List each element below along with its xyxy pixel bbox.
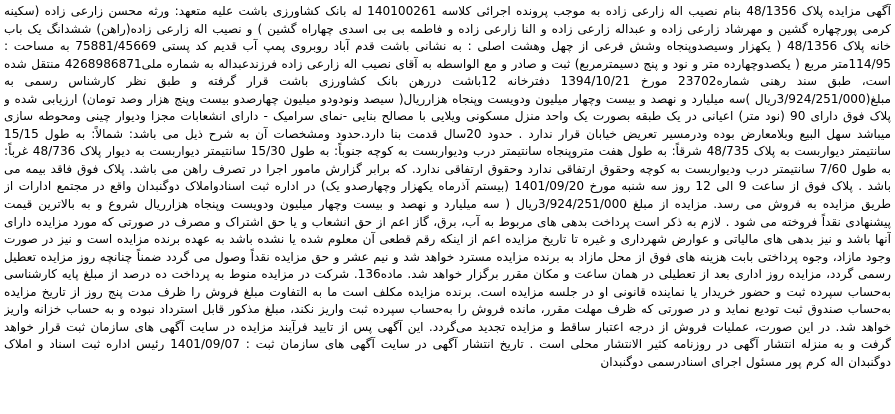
auction-notice-text: آگهی مزایده پلاک 48/1356 بنام نصیب اله زارعی زاده به موجب پرونده اجرائی کلاسه 140100261 له بانک کشاورزی باشت علیه متعهد: ورثه محسن زارعی زاده (سکینه کرمی پورچهاره گشین و مهرشاد زارعی زاده و عبداله زارعی زاده و النا زارعی زاده و فاطمه بی بی اسدی چهاراه گشین ) و نصیب اله زارعی زاده(راهن) ششدانگ یک باب خانه پلاک 48/1356 ( یکهزار وسیصدوپنجاه وشش فرعی از چهل وهشت اصلی : به نشانی باشت قدم آباد روبروی پمپ آب قدیم کد پستی 75881/45669 به مساحت : 114/95متر مربع ( یکصدوچهارده متر و نود و پنج دسیمترمربع) ثبت و صادر و مع الواسطه به آقای نصیب اله زارعی زاده فرزندعبداله به شماره ملی4268986871 منتقل شده است، طبق سند رهنی شماره23702 مورخ 1394/10/21 دفترخانه 12باشت دررهن بانک کشاورزی باشت قرار گرفته و طبق نظر کارشناس رسمی به مبلغ(3/924/251/000ریال )سه میلیارد و نهصد و بیست وچهار میلیون ودویست وپنجاه هزارریال( سیصد ونودودو میلیون چهارصدو بیست وپنج هزار وصد تومان) ارزیابی شده و پلاک فوق دارای 90 (نود متر) اعیانی در یک طبقه بصورت یک واحد منزل مسکونی ویلایی با مصالح بنایی -نمای سرامیک - دارای انشعابات مجزا ودیوار چینی ومحوطه سازی میباشد سهل البیع وبلامعارض بوده ودرمسیر تعریض خیابان قرار ندارد . حدود 20سال قدمت بنا دارد.حدود ومشخصات آن به شرح ذیل می باشد: شمالاً: به طول 15/15 سانتیمتر دیواربست به پلاک 48/735 شرقاً: به طول هفت متروپنجاه سانتیمتر درب ودیواربست به کوچه جنوباً: به طول 15/30 سانتیمتر دیواربست به دیوار پلاک 48/736 غرباً: به طول 7/60 سانتیمتر درب ودیواربست به کوچه وحقوق ارتفاقی ندارد وحقوق ارتفاقی ندارد. که برابر گزارش مامور اجرا در تصرف راهن می باشد. پلاک فوق فاقد بیمه می باشد . پلاک فوق از ساعت 9 الی 12 روز سه شنبه مورخ 1401/09/20 (بیستم آذرماه یکهزار وچهارصدو یک) در اداره ثبت اسنادواملاک دوگنبدان واقع در مجتمع ادارات از طریق مزایده به فروش می رسد. مزایده از مبلغ 3/924/251/000ریال ( سه میلیارد و نهصد و بیست وچهار میلیون ودویست وپنجاه هزارریال شروع و به بالاترین قیمت پیشنهادی نقداً فروخته می شود . لازم به ذکر است پرداخت بدهی های مربوط به آب، برق، گاز اعم از حق انشعاب و یا حق اشتراک و مصرف در صورتی که مورد مزایده دارای آنها باشد و نیز بدهی های مالیاتی و عوارض شهرداری و غیره تا تاریخ مزایده اعم از اینکه رقم قطعی آن معلوم شده یا نشده باشد به عهده برنده مزایده است و نیز در صورت وجود مازاد، وجوه پرداختی بابت هزینه های فوق از محل مازاد به برنده مزایده مسترد خواهد شد و نیم عشر و حق مزایده نقداً وصول می گردد ضمناً چنانچه روز مزایده تعطیل رسمی گردد، مزایده روز اداری بعد از تعطیلی در همان ساعت و مکان مقرر برگزار خواهد شد. ماده136. شرکت در مزایده منوط به پرداخت ده درصد از مبلغ پایه کارشناسی به‌حساب سپرده ثبت و حضور خریدار یا نماینده قانونی او در جلسه مزایده است. برنده مزایده مکلف است ما به التفاوت مبلغ فروش را ظرف مدت پنج روز از تاریخ مزایده به‌حساب صندوق ثبت تودیع نماید و در صورتی که ظرف مهلت مقرر، مانده فروش را به‌حساب سپرده ثبت واریز نکند، مبلغ مذکور قابل استرداد نبوده و به حساب خزانه واریز خواهد شد. در این صورت، عملیات فروش از درجه اعتبار ساقط و مزایده تجدید می‌گردد. این آگهی پس از تایید فرآیند مزایده در سایت آگهی های سازمان ثبت قرار خواهد گرفت و به منزله انتشار آگهی در روزنامه کثیر الانتشار محلی است . تاریخ انتشار آگهی در سایت آگهی های سازمان ثبت : 1401/09/07 رئیس اداره ثبت اسناد و املاک دوگنبدان اله کرم پور مسئول اجرای اسنادرسمی دوگنبدان (4, 4, 891, 369)
